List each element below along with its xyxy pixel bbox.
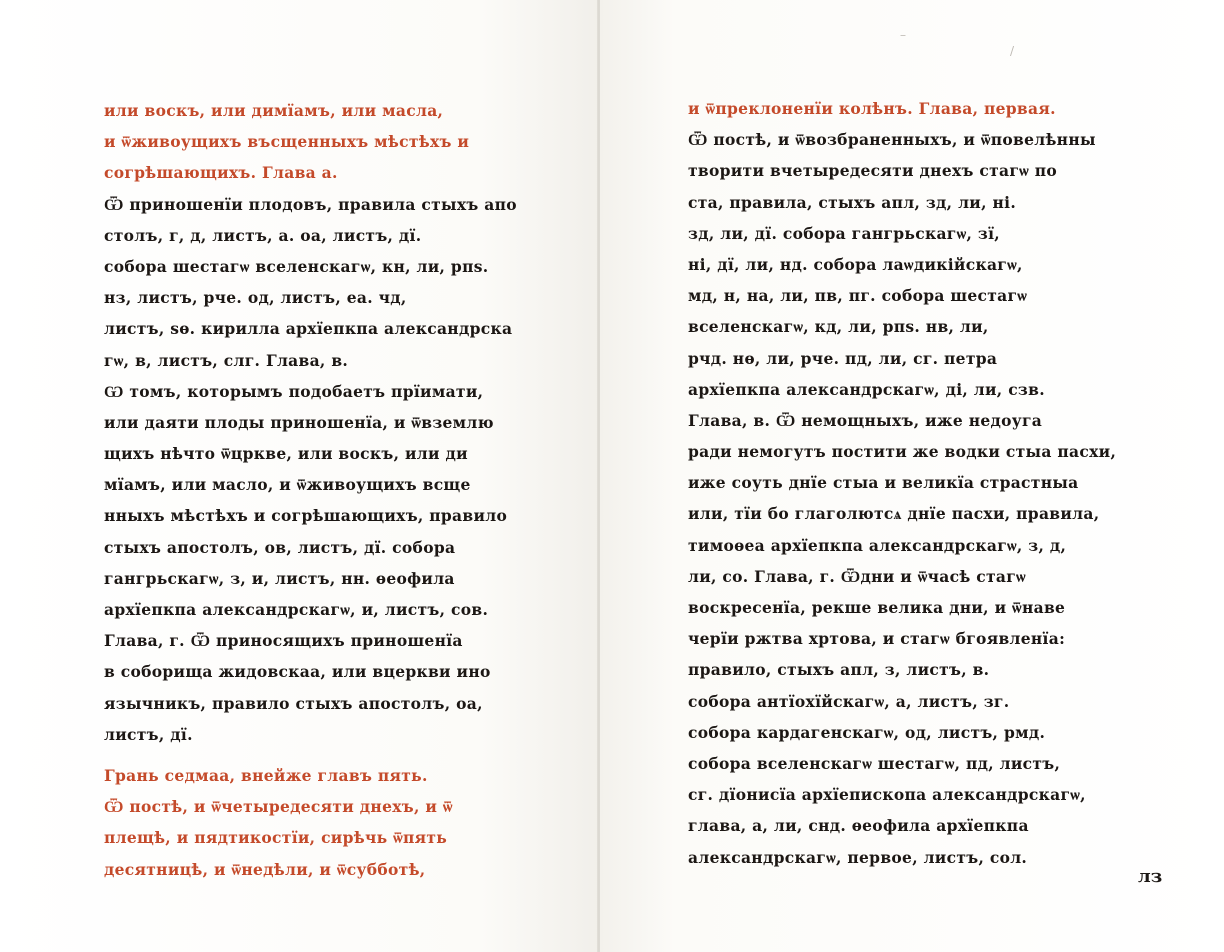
text-line: стыхъ апостолъ, ов, листъ, дї. собора xyxy=(104,537,456,557)
text-line: мд, н, на, ли, пв, пг. собора шестагѡ xyxy=(688,286,1028,306)
paper-speck: – xyxy=(900,28,906,42)
text-line: мїамъ, или масло, и ѿживоущихъ всще xyxy=(104,475,471,495)
text-line: Глава, в. Ѿ немощныхъ, иже недоуга xyxy=(688,410,1043,430)
text-line: собора вселенскагѡ шестагѡ, пд, листъ, xyxy=(688,753,1061,773)
text-line: щихъ нѣчто ѿцркве, или воскъ, или ди xyxy=(104,444,468,464)
text-line: собора кардагенскагѡ, од, листъ, рмд. xyxy=(688,722,1046,742)
text-line: собора шестагѡ вселенскагѡ, кн, ли, рпѕ. xyxy=(104,256,489,276)
left-page xyxy=(0,0,600,952)
paper-speck: / xyxy=(1010,44,1015,58)
text-line: ради немогутъ постити же водки стыа пасхи, xyxy=(688,442,1117,462)
text-line: воскресенїа, рекше велика дни, и ѿнаве xyxy=(688,598,1066,617)
text-line: ста, правила, стыхъ апл, зд, ли, ні. xyxy=(688,192,1017,212)
text-line: Грань седмаа, внейже главъ пять. xyxy=(104,765,428,785)
text-line: вселенскагѡ, кд, ли, рпѕ. нв, ли, xyxy=(688,317,989,337)
text-line: ли, со. Глава, г. Ѿдни и ѿчасѣ стагѡ xyxy=(688,566,1026,586)
text-line: собора антїохїйскагѡ, а, листъ, зг. xyxy=(688,691,1010,711)
text-line: или, тїи бо глаголютсѧ днїе пасхи, правила, xyxy=(688,504,1100,524)
text-line: тимоѳеа архїепкпа александрскагѡ, з, д, xyxy=(688,535,1067,555)
text-line: согрѣшающихъ. Глава а. xyxy=(104,163,338,183)
text-line: ні, дї, ли, нд. собора лаѡдикійскагѡ, xyxy=(688,254,1023,274)
text-line: в соборища жидовскаа, или вцеркви ино xyxy=(104,662,491,682)
text-line: рчд. нѳ, ли, рче. пд, ли, сг. петра xyxy=(688,348,998,368)
left-page-text xyxy=(104,95,524,885)
text-line: листъ, дї. xyxy=(104,724,193,744)
text-line: или даяти плоды приношенїа, и ѿвземлю xyxy=(104,412,494,432)
text-line: плещѣ, и пядтикостїи, сирѣчь ѿпять xyxy=(104,828,448,848)
text-line: черїи ржтва хртова, и стагѡ бгоявленїа: xyxy=(688,629,1066,649)
text-line: столъ, г, д, листъ, а. оа, листъ, дї. xyxy=(104,225,422,245)
text-line: гѡ, в, листъ, слг. Глава, в. xyxy=(104,350,349,370)
text-line: Ѿ постѣ, и ѿчетыредесяти днехъ, и ѿ xyxy=(104,797,453,817)
right-page-text xyxy=(688,93,1128,873)
text-line: нз, листъ, рче. од, листъ, еа. чд, xyxy=(104,288,407,308)
text-line: Ѡ томъ, которымъ подобаетъ прїимати, xyxy=(104,381,484,401)
text-line: архїепкпа александрскагѡ, и, листъ, сов. xyxy=(104,600,489,619)
text-line: творити вчетыредесяти днехъ стагѡ по xyxy=(688,161,1058,181)
text-line: и ѿпреклоненїи колѣнъ. Глава, первая. xyxy=(688,99,1056,118)
text-line: архїепкпа александрскагѡ, ді, ли, сзв. xyxy=(688,379,1045,399)
text-line: зд, ли, дї. собора гангрьскагѡ, зї, xyxy=(688,223,1000,243)
text-line: Глава, г. Ѿ приносящихъ приношенїа xyxy=(104,631,463,651)
text-line: язычникъ, правило стыхъ апостолъ, оа, xyxy=(104,693,483,713)
text-line: десятницѣ, и ѿнедѣли, и ѿсубботѣ, xyxy=(104,859,426,879)
right-page xyxy=(600,0,1224,952)
text-line: нныхъ мѣстѣхъ и согрѣшающихъ, правило xyxy=(104,506,508,526)
text-line: иже соуть днїе стыа и великїа страстныа xyxy=(688,473,1079,493)
text-line: правило, стыхъ апл, з, листъ, в. xyxy=(688,660,990,680)
text-line: глава, а, ли, снд. ѳеофила архїепкпа xyxy=(688,816,1029,836)
folio-number: лз xyxy=(1138,866,1163,887)
text-line: александрскагѡ, первое, листъ, сол. xyxy=(688,847,1028,867)
text-line: или воскъ, или димїамъ, или масла, xyxy=(104,101,444,120)
text-line: и ѿживоущихъ въсщенныхъ мѣстѣхъ и xyxy=(104,132,470,152)
section-gap xyxy=(104,750,524,760)
text-line: Ѿ приношенїи плодовъ, правила стыхъ апо xyxy=(104,194,517,214)
text-line: сг. дїонисїа архїепископа александрскагѡ, xyxy=(688,785,1086,805)
text-line: гангрьскагѡ, з, и, листъ, нн. ѳеофила xyxy=(104,568,455,588)
text-line: листъ, ѕѳ. кирилла архїепкпа александрска xyxy=(104,319,513,339)
text-line: Ѿ постѣ, и ѿвозбраненныхъ, и ѿповелѣнны xyxy=(688,130,1096,150)
